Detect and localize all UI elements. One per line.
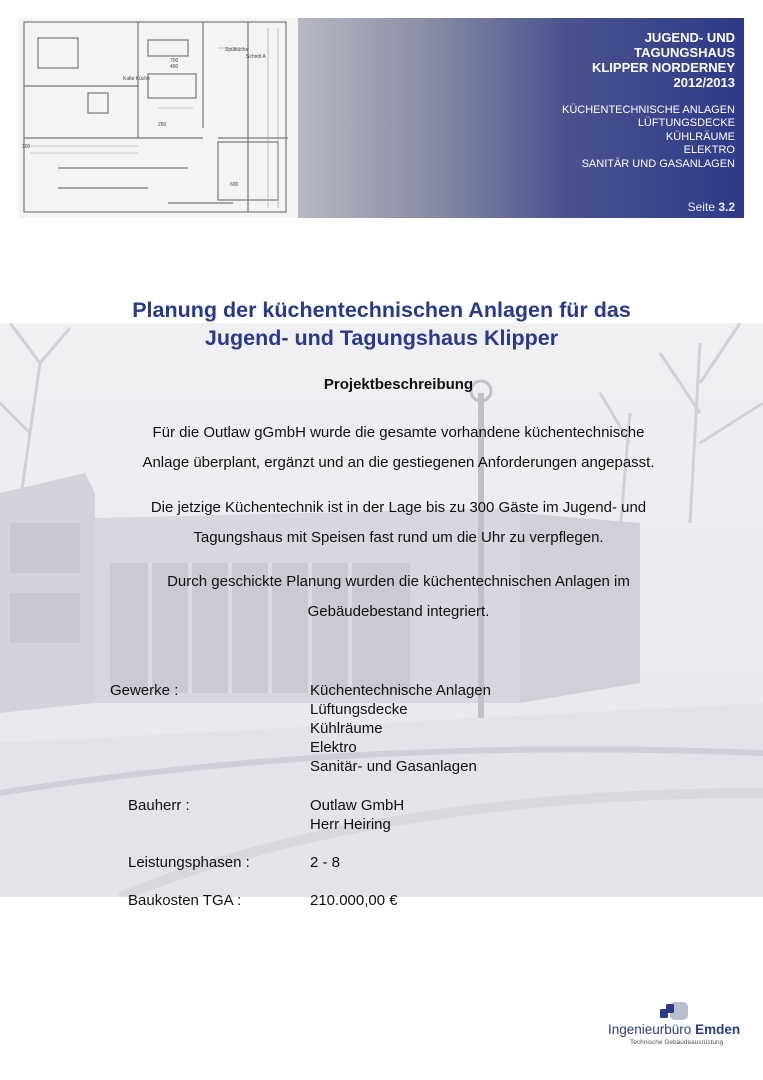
description-paragraph: Durch geschickte Planung wurden die küchentechnischen Anlagen im Gebäudebestand integriert.: [167, 573, 630, 620]
section-subheading: Projektbeschreibung: [323, 376, 474, 393]
plan-label: 400: [170, 64, 179, 70]
scope-list: [562, 104, 735, 171]
header-banner: [298, 18, 744, 218]
plan-label: Spülküche: [225, 47, 249, 53]
description-paragraph: Die jetzige Küchentechnik ist in der Lage bis zu 300 Gäste im Jugend- und Tagungshaus mit Speisen fast rund um die Uhr zu verpflegen.: [150, 499, 647, 546]
detail-row-leistungsphasen: [0, 853, 763, 873]
scope-item: SANITÄR UND GASANLAGEN: [581, 157, 735, 170]
page-title: Planung der küchentechnischen Anlagen für das Jugend- und Tagungshaus Klipper: [132, 298, 631, 350]
detail-value: 210.000,00 €: [310, 892, 398, 909]
plan-label: Schnitt A: [246, 54, 266, 60]
company-logo: [608, 998, 748, 1048]
description-paragraph: Für die Outlaw gGmbH wurde die gesamte vorhandene küchentechnische Anlage überplant, ergänzt und an die gestiegenen Anforderungen angepasst.: [142, 424, 655, 471]
detail-row-baukosten: [0, 891, 763, 911]
scope-item: LÜFTUNGSDECKE: [637, 117, 735, 130]
detail-value: Küchentechnische Anlagen Lüftungsdecke Kühlräume Elektro Sanitär- und Gasanlagen: [310, 682, 491, 775]
plan-label: 700: [170, 58, 179, 64]
plan-label: 300: [22, 144, 31, 150]
project-title: JUGEND- UND TAGUNGSHAUS KLIPPER NORDERNEY 2012/2013: [591, 30, 735, 90]
detail-label: Baukosten TGA :: [128, 892, 242, 909]
logo-tagline: Technische Gebäudeausrüstung: [630, 1039, 724, 1046]
plan-label: Kalte Küche: [123, 76, 150, 82]
logo-mark-icon: [660, 1000, 694, 1022]
detail-label: Gewerke :: [110, 682, 179, 699]
page-number: Seite 3.2: [687, 200, 735, 214]
detail-row-bauherr: [0, 796, 763, 836]
detail-label: Leistungsphasen :: [128, 854, 250, 871]
plan-label: 250: [158, 122, 167, 128]
detail-row-gewerke: [0, 681, 763, 781]
detail-label: Bauherr :: [128, 797, 190, 814]
scope-item: ELEKTRO: [683, 144, 735, 157]
detail-value: Outlaw GmbH Herr Heiring: [310, 797, 405, 833]
scope-item: KÜCHENTECHNISCHE ANLAGEN: [562, 104, 735, 116]
plan-label: 600: [230, 182, 239, 188]
logo-name: Ingenieurbüro Emden: [608, 1022, 741, 1037]
detail-value: 2 - 8: [310, 854, 341, 871]
scope-item: KÜHLRÄUME: [665, 130, 735, 143]
floor-plan-thumbnail: [18, 18, 298, 218]
